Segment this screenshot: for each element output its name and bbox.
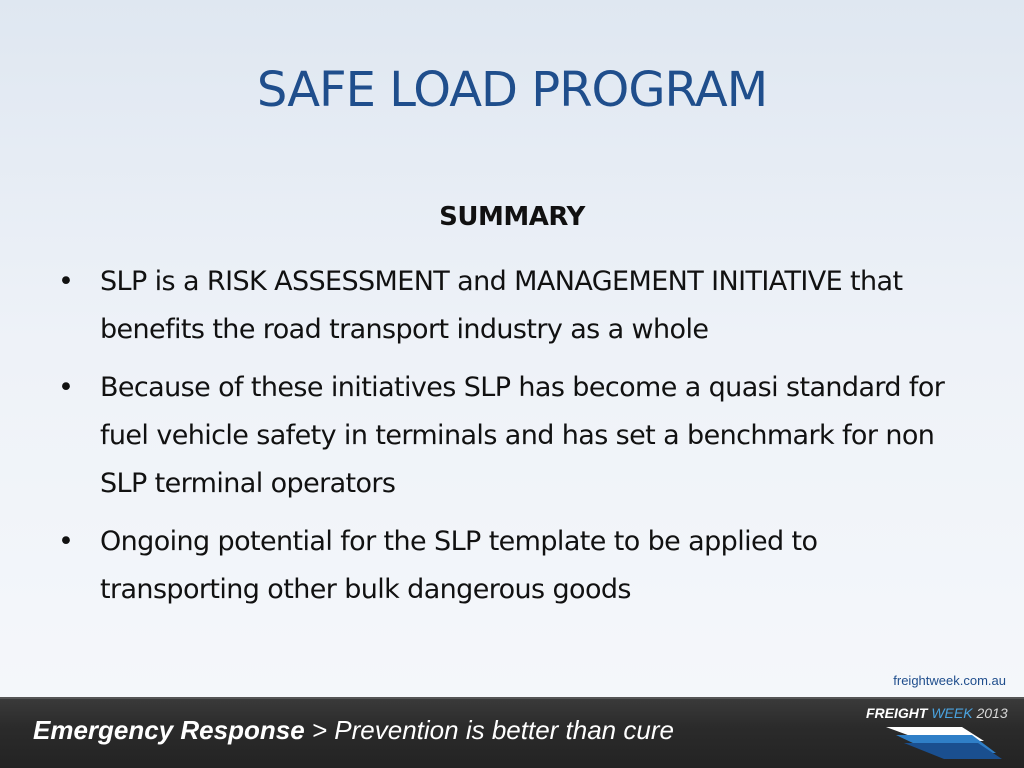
bullet-dot-icon: • <box>58 526 74 557</box>
bullet-dot-icon: • <box>58 372 74 403</box>
bullet-list <box>58 258 963 624</box>
tagline-rest: > Prevention is better than cure <box>304 715 674 745</box>
freight-week-logo <box>866 703 1016 765</box>
logo-freight: FREIGHT <box>866 705 928 721</box>
bullet-item-3 <box>58 518 963 614</box>
logo-swoosh-icon <box>884 721 1004 761</box>
footer-tagline <box>33 715 674 746</box>
tagline-strong: Emergency Response <box>33 715 305 745</box>
footer-bar <box>0 697 1024 768</box>
site-url: freightweek.com.au <box>893 673 1006 688</box>
bullet-text-3: Ongoing potential for the SLP template to be applied to transporting other bulk dangerous goods <box>100 526 818 605</box>
summary-heading: SUMMARY <box>439 202 585 232</box>
swoosh-navy-icon <box>904 743 1002 759</box>
bullet-text-2: Because of these initiatives SLP has become a quasi standard for fuel vehicle safety in terminals and has set a benchmark for non SLP terminal operators <box>100 372 945 499</box>
bullet-item-1 <box>58 258 963 354</box>
logo-wordmark <box>866 705 1008 721</box>
bullet-text-1: SLP is a RISK ASSESSMENT and MANAGEMENT INITIATIVE that benefits the road transport industry as a whole <box>100 266 903 345</box>
logo-week: WEEK <box>931 705 973 721</box>
bullet-dot-icon: • <box>58 266 74 297</box>
logo-year: 2013 <box>972 705 1008 721</box>
bullet-item-2 <box>58 364 963 508</box>
slide-title: SAFE LOAD PROGRAM <box>256 62 768 118</box>
